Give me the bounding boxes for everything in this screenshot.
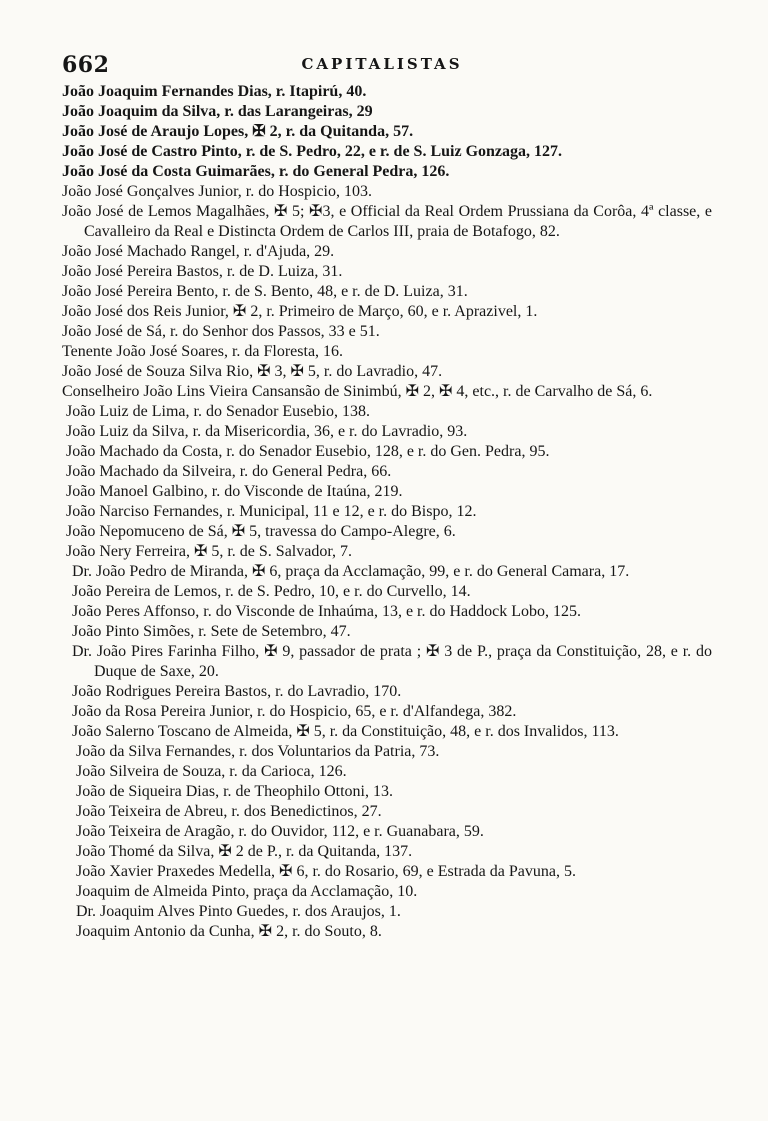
list-item: Joaquim Antonio da Cunha, ✠ 2, r. do Souto, 8. — [76, 923, 382, 940]
page-header — [62, 52, 712, 82]
list-item: João Teixeira de Aragão, r. do Ouvidor, 112, e r. Guanabara, 59. — [76, 823, 484, 840]
list-item: João José de Lemos Magalhães, ✠ 5; ✠3, e Official da Real Ordem Prussiana da Corôa, 4ª classe, e Cavalleiro da Real e Distincta Ordem de Carlos III, praia de Botafogo, 82. — [62, 203, 712, 240]
list-item: João Salerno Toscano de Almeida, ✠ 5, r. da Constituição, 48, e r. dos Invalidos, 113. — [72, 723, 619, 740]
list-item: Conselheiro João Lins Vieira Cansansão de Sinimbú, ✠ 2, ✠ 4, etc., r. de Carvalho de Sá, 6. — [62, 383, 653, 400]
list-item: João Pereira de Lemos, r. de S. Pedro, 10, e r. do Curvello, 14. — [72, 583, 471, 600]
list-item: João Peres Affonso, r. do Visconde de Inhaúma, 13, e r. do Haddock Lobo, 125. — [72, 603, 582, 620]
list-item: João José Gonçalves Junior, r. do Hospicio, 103. — [62, 183, 372, 200]
list-item: João Machado da Costa, r. do Senador Eusebio, 128, e r. do Gen. Pedra, 95. — [66, 443, 550, 460]
list-item: João Silveira de Souza, r. da Carioca, 126. — [76, 763, 347, 780]
list-item: João Luiz da Silva, r. da Misericordia, 36, e r. do Lavradio, 93. — [66, 423, 468, 440]
list-item: João Thomé da Silva, ✠ 2 de P., r. da Quitanda, 137. — [76, 843, 413, 860]
page-number: 662 — [62, 52, 110, 78]
list-item: João Teixeira de Abreu, r. dos Benedictinos, 27. — [76, 803, 382, 820]
list-item: João Joaquim da Silva, r. das Larangeiras, 29 — [62, 103, 373, 120]
list-item: João Pinto Simões, r. Sete de Setembro, 47. — [72, 623, 351, 640]
list-item: Dr. João Pires Farinha Filho, ✠ 9, passador de prata ; ✠ 3 de P., praça da Constituição, 28, e r. do Duque de Saxe, 20. — [72, 643, 712, 680]
list-item: João José dos Reis Junior, ✠ 2, r. Primeiro de Março, 60, e r. Aprazivel, 1. — [62, 303, 538, 320]
list-item: João José Pereira Bastos, r. de D. Luiza, 31. — [62, 263, 343, 280]
list-item: João José de Souza Silva Rio, ✠ 3, ✠ 5, r. do Lavradio, 47. — [62, 363, 443, 380]
list-item: João José de Castro Pinto, r. de S. Pedro, 22, e r. de S. Luiz Gonzaga, 127. — [62, 143, 563, 160]
list-item: João de Siqueira Dias, r. de Theophilo Ottoni, 13. — [76, 783, 393, 800]
list-item: João Joaquim Fernandes Dias, r. Itapirú, 40. — [62, 83, 367, 100]
list-item: João Nepomuceno de Sá, ✠ 5, travessa do Campo-Alegre, 6. — [66, 523, 456, 540]
list-item: João Xavier Praxedes Medella, ✠ 6, r. do Rosario, 69, e Estrada da Pavuna, 5. — [76, 863, 576, 880]
list-item: João da Rosa Pereira Junior, r. do Hospicio, 65, e r. d'Alfandega, 382. — [72, 703, 517, 720]
list-item: João Luiz de Lima, r. do Senador Eusebio, 138. — [66, 403, 370, 420]
list-item: Tenente João José Soares, r. da Floresta, 16. — [62, 343, 344, 360]
list-item: João José de Araujo Lopes, ✠ 2, r. da Quitanda, 57. — [62, 123, 414, 140]
entry-list — [62, 82, 712, 942]
list-item: João José de Sá, r. do Senhor dos Passos, 33 e 51. — [62, 323, 380, 340]
list-item: Joaquim de Almeida Pinto, praça da Acclamação, 10. — [76, 883, 418, 900]
list-item: João José da Costa Guimarães, r. do General Pedra, 126. — [62, 163, 450, 180]
list-item: Dr. João Pedro de Miranda, ✠ 6, praça da Acclamação, 99, e r. do General Camara, 17. — [72, 563, 630, 580]
running-head: CAPITALISTAS — [301, 55, 463, 73]
list-item: João José Machado Rangel, r. d'Ajuda, 29. — [62, 243, 335, 260]
list-item: João Rodrigues Pereira Bastos, r. do Lavradio, 170. — [72, 683, 402, 700]
list-item: João José Pereira Bento, r. de S. Bento, 48, e r. de D. Luiza, 31. — [62, 283, 468, 300]
list-item: João da Silva Fernandes, r. dos Voluntarios da Patria, 73. — [76, 743, 440, 760]
list-item: João Machado da Silveira, r. do General Pedra, 66. — [66, 463, 392, 480]
list-item: João Manoel Galbino, r. do Visconde de Itaúna, 219. — [66, 483, 403, 500]
list-item: João Narciso Fernandes, r. Municipal, 11 e 12, e r. do Bispo, 12. — [66, 503, 477, 520]
list-item: Dr. Joaquim Alves Pinto Guedes, r. dos Araujos, 1. — [76, 903, 401, 920]
list-item: João Nery Ferreira, ✠ 5, r. de S. Salvador, 7. — [66, 543, 353, 560]
